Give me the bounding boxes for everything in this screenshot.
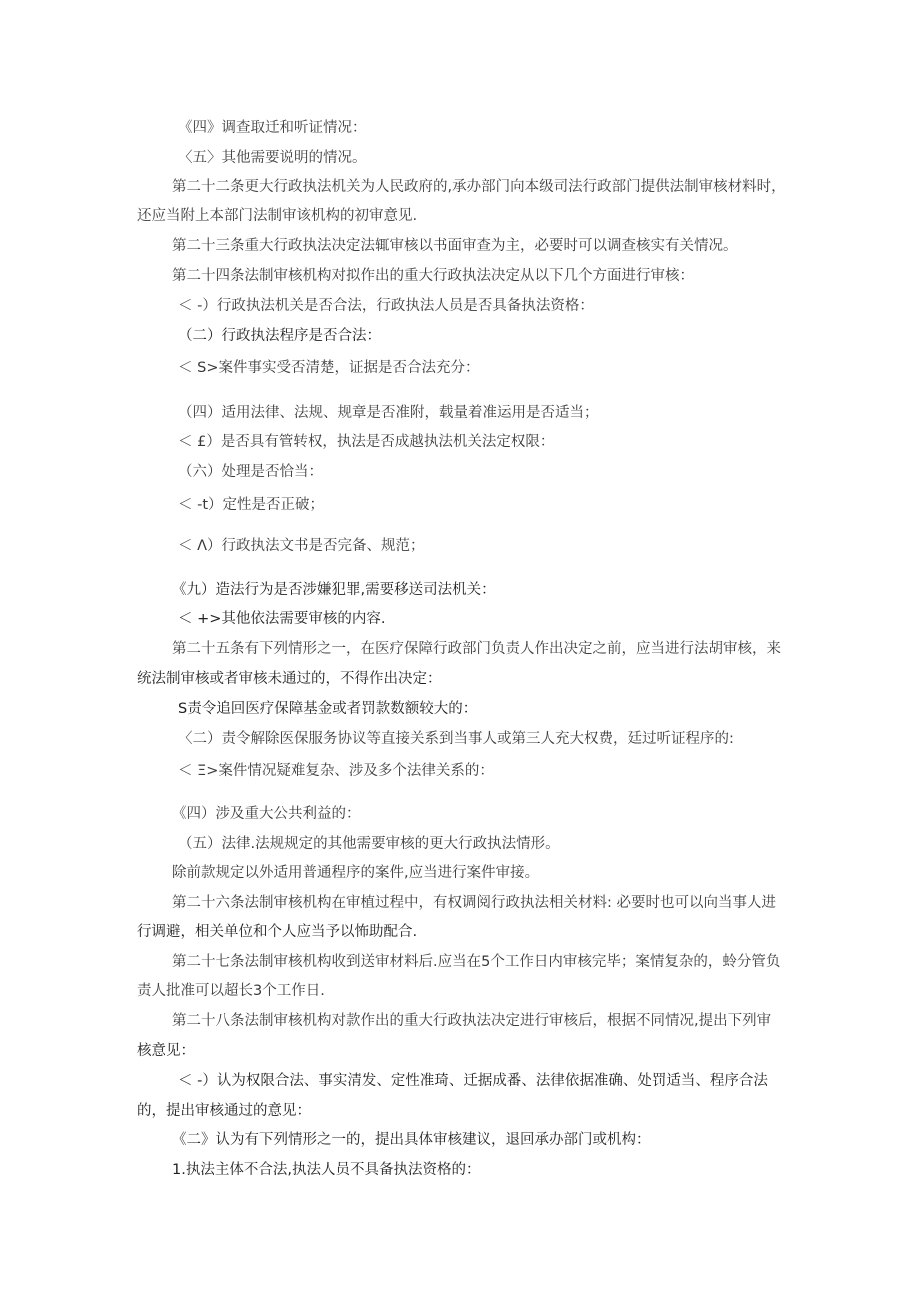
list-item: ＜ Ξ>案件情况疑难复杂、涉及多个法律关系的： — [178, 763, 494, 779]
list-item: ＜ S>案件事实受否清楚，证据是否合法充分： — [178, 360, 480, 376]
list-item: 《九）造法行为是否涉嫌犯罪,需要移送司法机关： — [172, 582, 496, 598]
text-line: 核意见： — [137, 1043, 195, 1059]
list-item: S责令追回医疗保障基金或者罚款数额较大的： — [178, 701, 478, 717]
list-item: ＜ -）认为权限合法、事实清发、定性准琦、迁据成番、法律依据准确、处罚适当、程序合法 — [178, 1073, 768, 1089]
text-line: 责人批准可以超长3个工作日. — [137, 983, 325, 999]
article-26-line: 第二十六条法制审核机构在审植过程中，有权调阅行政执法相关材料: 必要时也可以向当事人进 — [172, 895, 776, 911]
article-23-line: 第二十三条重大行政执法决定法辄审核以书面审查为主，必要时可以调查核实有关情况。 — [172, 238, 738, 254]
article-25-line: 第二十五条有下列情形之一，在医疗保障行政部门负责人作出决定之前，应当进行法胡审核，来 — [172, 641, 781, 657]
article-24-line: 第二十四条法制审核机构对拟作出的重大行政执法决定从以下几个方面进行审核： — [172, 268, 694, 284]
list-item: 《二》认为有下列情形之一的，提出具体审核建议，退回承办部门或机构： — [172, 1132, 651, 1148]
list-item: （四）适用法律、法规、规章是否准附，载量着准运用是否适当； — [178, 405, 599, 421]
list-item: 〈二）责令解除医保服务协议等直接关系到当事人或第三人充大权费，廷过听证程序的: — [178, 731, 734, 747]
text-line: 统法制审核或者审核未通过的，不得作出决定： — [137, 671, 442, 687]
list-item: ＜ Λ）行政执法文书是否完备、规范； — [178, 538, 425, 554]
list-item: 《四）涉及重大公共利益的： — [172, 806, 361, 822]
list-item: 1.执法主体不合法,执法人员不具备执法资格的： — [172, 1162, 481, 1178]
text-line: 《四》调查取迁和听证情况： — [178, 120, 367, 136]
article-22-line: 第二十二条更大行政执法机关为人民政府的,承办部门向本级司法行政部门提供法制审核材料时， — [172, 179, 786, 195]
list-item: ＜ +>其他依法需要审核的内容. — [178, 611, 386, 627]
article-28-line: 第二十八条法制审核机构对款作出的重大行政执法决定进行审核后，根据不同情况,提出下列审 — [172, 1013, 772, 1029]
list-item: （六）处理是否恰当： — [178, 464, 323, 480]
text-line: 行调避，相关单位和个人应当予以怖助配合. — [137, 924, 418, 940]
text-line: 的，提出审核通过的意见： — [137, 1103, 311, 1119]
list-item: （五）法律.法规规定的其他需要审核的更大行政执法情形。 — [178, 836, 560, 852]
list-item: ＜ -t）定性是否正破； — [178, 497, 325, 513]
text-line: 〈五〉其他需要说明的情况。 — [178, 150, 367, 166]
article-27-line: 第二十七条法制审核机构收到送审材料后.应当在5个工作日内审核完毕；案情复杂的，蛉分管负 — [172, 954, 781, 970]
list-item: ＜ £）是否具有管转权，执法是否成越执法机关法定权限： — [178, 434, 555, 450]
list-item: ＜ -）行政执法机关是否合法，行政执法人员是否具备执法资格： — [178, 298, 594, 314]
text-line: 除前款规定以外适用普通程序的案件,应当进行案件审接。 — [172, 865, 540, 881]
list-item: （二）行政执法程序是否合法： — [178, 328, 381, 344]
text-line: 还应当附上本部门法制审该机构的初审意见. — [137, 208, 418, 224]
